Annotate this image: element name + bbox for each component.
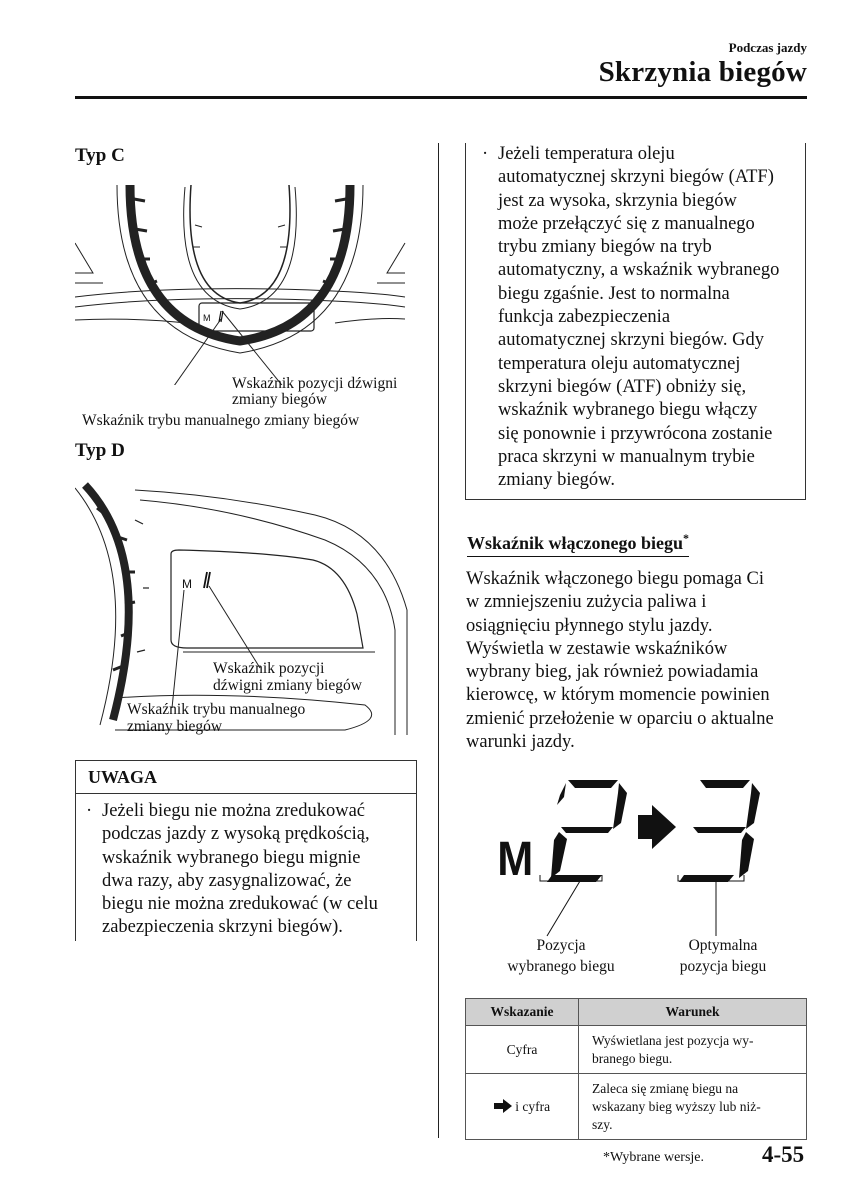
paragraph-line: w zmniejszeniu zużycia paliwa i [466,592,707,613]
warning-item [76,794,416,940]
label-line: Pozycja [536,937,586,954]
typ-d-label: Typ D [75,440,125,461]
warning-line: Jeżeli biegu nie można zredukować [102,801,365,821]
caution-line: temperatura oleju automatycznej [498,353,741,374]
display-leader-lines [540,880,740,940]
caution-line: Jeżeli temperatura oleju [498,144,675,164]
label-line: wybranego biegu [507,958,615,975]
arrow-right-icon [638,805,676,849]
footnote: *Wybrane wersje. [603,1150,705,1165]
warning-box [75,760,417,941]
typ-c-label-manual: Wskaźnik trybu manualnego zmiany biegów [82,412,360,429]
caution-line: praca skrzyni w manualnym trybie [498,446,755,467]
caution-line: wskaźnik wybranego biegu włączy [498,400,758,421]
gear-indicator-paragraph [466,568,774,754]
section-label: Podczas jazdy [728,40,807,55]
warning-title: UWAGA [76,761,416,794]
paragraph-line: warunki jazdy. [466,732,575,753]
heading-text: Wskaźnik włączonego biegu [467,533,684,553]
selected-position-label [501,937,621,975]
gear-indicator-heading [467,531,689,557]
caution-line: trybu zmiany biegów na tryb [498,237,712,258]
label-line: Optymalna [688,937,758,954]
typ-c-gauge-illustration [75,185,415,385]
paragraph-line: kierowcę, w którym momencie powinien [466,685,770,706]
table-row [466,1026,807,1074]
caution-line: biegu zgaśnie. Jest to normalna [498,283,730,304]
indication-text: i cyfra [515,1098,551,1114]
condition-line: branego biegu. [592,1050,673,1066]
typ-d-label-lever-1: Wskaźnik pozycji [213,660,325,677]
warning-line: zabezpieczenia skrzyni biegów). [102,917,343,938]
caution-line: funkcja zabezpieczenia [498,307,671,328]
typ-d-label-lever-2: dźwigni zmiany biegów [213,677,362,694]
caution-line: automatycznej skrzyni biegów (ATF) [498,167,774,188]
bullet: · [482,144,489,164]
condition-line: Wyświetlana jest pozycja wy- [592,1032,754,1048]
caution-line: automatycznej skrzyni biegów. Gdy [498,330,764,351]
warning-line: podczas jazdy z wysoką prędkością, [102,824,370,845]
paragraph-line: osiągnięciu płynnego stylu jazdy. [466,615,713,636]
condition-line: Zaleca się zmianę biegu na [592,1080,739,1096]
caution-line: się ponownie i przywrócona zostanie [498,423,773,444]
caution-line: automatyczny, a wskaźnik wybranego [498,260,780,281]
condition-cell [579,1026,807,1074]
typ-c-label-lever-1: Wskaźnik pozycji dźwigni [232,375,398,392]
typ-c-label-lever-2: zmiany biegów [232,391,328,408]
column-header: Warunek [579,999,807,1026]
caution-text [498,143,779,492]
warning-line: dwa razy, aby zasygnalizować, że [102,870,352,891]
optimal-position-label [668,937,778,975]
header-rule [75,96,807,99]
paragraph-line: zmienić przełożenie w oparciu o aktualne [466,708,774,729]
condition-line: wskazany bieg wyższy lub niż- [592,1098,761,1114]
warning-text [102,800,378,940]
paragraph-line: Wyświetla w zestawie wskaźników [466,638,728,659]
label-line: pozycja biegu [679,958,767,975]
table-row [466,1074,807,1140]
caution-line: zmiany biegów. [498,470,615,491]
manual-mode-m: M [497,831,534,886]
typ-c-m-indicator: M [203,313,211,323]
arrow-right-icon [494,1099,512,1113]
bullet: · [86,801,93,821]
typ-d-label-manual-1: Wskaźnik trybu manualnego [127,701,306,718]
condition-line: szy. [592,1116,613,1132]
caution-line: jest za wysoka, skrzynia biegów [498,190,737,211]
indication-cell: Cyfra [466,1026,579,1074]
caution-continued-box [465,143,806,500]
asterisk-mark: * [683,531,690,545]
page-title: Skrzynia biegów [598,56,807,88]
typ-d-label-manual-2: zmiany biegów [127,718,223,735]
paragraph-line: Wskaźnik włączonego biegu pomaga Ci [466,569,764,589]
table-header-row [466,999,807,1026]
column-divider [438,143,439,1138]
selected-gear-digit [547,780,627,882]
typ-c-label: Typ C [75,145,125,166]
paragraph-line: wybrany bieg, jak również powiadamia [466,662,759,683]
warning-line: biegu nie można zredukować (w celu [102,894,378,915]
column-header: Wskazanie [466,999,579,1026]
page-number: 4-55 [762,1142,805,1167]
typ-d-m-indicator: M [182,577,192,591]
optimal-gear-digit [679,780,760,882]
condition-cell [579,1074,807,1140]
indication-table [465,998,807,1140]
caution-line: może przełączyć się z manualnego [498,213,755,234]
caution-line: skrzyni biegów (ATF) obniży się, [498,376,747,397]
indication-cell [466,1074,579,1140]
caution-item [466,143,805,492]
warning-line: wskaźnik wybranego biegu mignie [102,847,361,868]
